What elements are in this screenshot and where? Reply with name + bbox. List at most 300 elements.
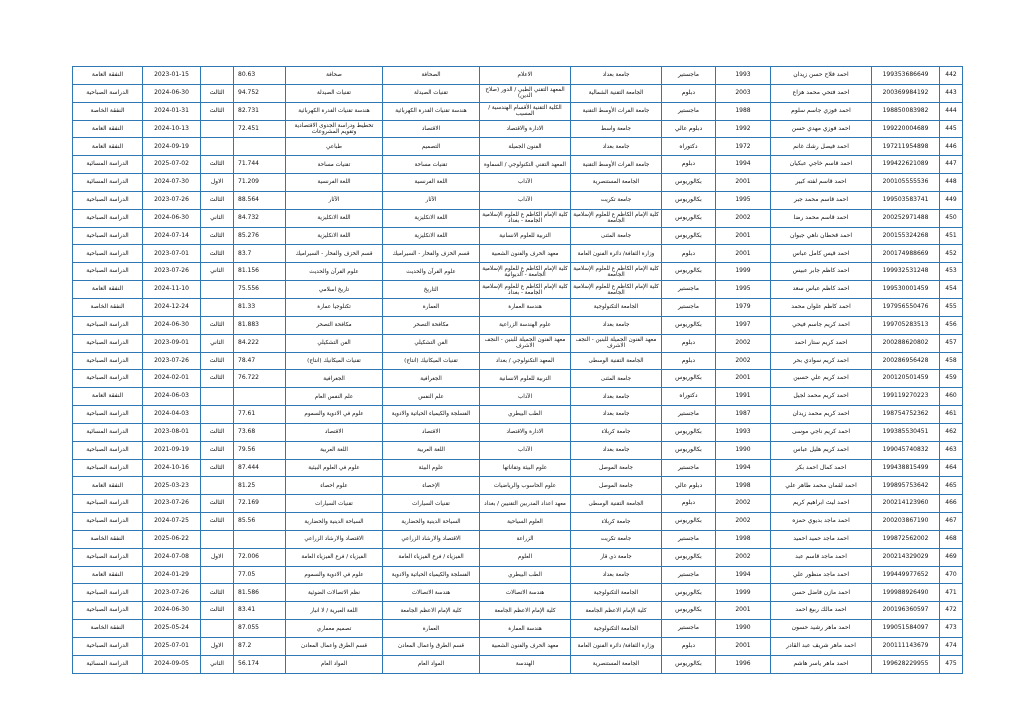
specialization-cell: السياحة الدينية والحضارية — [286, 513, 383, 531]
department-cell: التصميم — [383, 138, 480, 156]
graduation-date-cell: 2024-06-03 — [143, 388, 201, 406]
degree-cell: بكالوريوس — [662, 263, 716, 281]
graduation-date-cell: 2024-10-16 — [143, 459, 201, 477]
specialization-cell: قسم الخزف والفخار - السيراميك — [286, 245, 383, 263]
degree-cell: بكالوريوس — [662, 513, 716, 531]
birth-year-cell: 1999 — [716, 263, 771, 281]
average-cell: 72.169 — [234, 495, 286, 513]
graduation-date-cell: 2023-07-26 — [143, 263, 201, 281]
department-cell: الإحصاء — [383, 477, 480, 495]
specialization-cell: مكافحة التصحر — [286, 316, 383, 334]
degree-cell: بكالوريوس — [662, 602, 716, 620]
round-cell: الثالث — [201, 495, 234, 513]
department-cell: مكافحة التصحر — [383, 316, 480, 334]
specialization-cell: علوم القرآن والحديث — [286, 263, 383, 281]
funding-cell: الدراسة الصباحية — [73, 459, 143, 477]
birth-year-cell: 2002 — [716, 548, 771, 566]
funding-cell: الدراسة الصباحية — [73, 316, 143, 334]
university-cell: كلية الإمام الاعظم الجامعة — [571, 602, 662, 620]
specialization-cell: تقنيات الصيدلة — [286, 84, 383, 102]
degree-cell: دبلوم — [662, 495, 716, 513]
degree-cell: دبلوم — [662, 334, 716, 352]
birth-year-cell: 1990 — [716, 620, 771, 638]
round-cell: الثالث — [201, 245, 234, 263]
university-cell: جامعة بغداد — [571, 388, 662, 406]
specialization-cell: الاقتصاد — [286, 423, 383, 441]
specialization-cell: الجغرافية — [286, 370, 383, 388]
birth-year-cell: 1992 — [716, 120, 771, 138]
birth-year-cell: 1995 — [716, 191, 771, 209]
university-cell: وزارة الثقافة/ دائرة الفنون العامة — [571, 638, 662, 656]
specialization-cell: الاقتصاد والارشاد الزراعي — [286, 530, 383, 548]
department-cell: الجغرافية — [383, 370, 480, 388]
table-row — [73, 84, 963, 102]
specialization-cell: هندسة تقنيات القدرة الكهربائية — [286, 102, 383, 120]
funding-cell: الدراسة الصباحية — [73, 227, 143, 245]
university-cell: كلية الإمام الكاظم ع للعلوم الإسلامية الجامعة — [571, 281, 662, 299]
graduation-date-cell: 2025-03-23 — [143, 477, 201, 495]
department-cell: العمارة — [383, 620, 480, 638]
table-row — [73, 209, 963, 227]
specialization-cell: تقنيات السيارات — [286, 495, 383, 513]
round-cell: الثالث — [201, 370, 234, 388]
name-cell: احمد لقمان محمد طاهر علي — [771, 477, 872, 495]
funding-cell: الدراسة الصباحية — [73, 602, 143, 620]
department-cell: قسم الخزف والفخار - السيراميك — [383, 245, 480, 263]
seq-cell: 450 — [940, 209, 963, 227]
round-cell — [201, 120, 234, 138]
id-number-cell: 200155324268 — [872, 227, 940, 245]
department-cell: الاقتصاد — [383, 423, 480, 441]
degree-cell: بكالوريوس — [662, 227, 716, 245]
round-cell: الثالث — [201, 441, 234, 459]
birth-year-cell: 2002 — [716, 209, 771, 227]
specialization-cell: اللغة الانكليزية — [286, 227, 383, 245]
graduation-date-cell: 2024-10-13 — [143, 120, 201, 138]
average-cell: 56.174 — [234, 655, 286, 673]
university-cell: الجامعة التقنية الوسطى — [571, 352, 662, 370]
seq-cell: 448 — [940, 174, 963, 192]
seq-cell: 446 — [940, 138, 963, 156]
round-cell — [201, 566, 234, 584]
degree-cell: دبلوم عالي — [662, 477, 716, 495]
table-row — [73, 245, 963, 263]
university-cell: جامعة ذي قار — [571, 548, 662, 566]
average-cell — [234, 388, 286, 406]
round-cell — [201, 298, 234, 316]
funding-cell: الدراسة الصباحية — [73, 513, 143, 531]
name-cell: احمد كريم جاسم فيحي — [771, 316, 872, 334]
college-cell: العلوم السياحية — [480, 513, 571, 531]
round-cell: الثالث — [201, 584, 234, 602]
college-cell: كلية الإمام الاعظم الجامعة — [480, 602, 571, 620]
birth-year-cell: 1993 — [716, 423, 771, 441]
seq-cell: 442 — [940, 67, 963, 85]
department-cell: تقنيات مساحة — [383, 156, 480, 174]
department-cell: السياحة الدينية والحضارية — [383, 513, 480, 531]
degree-cell: دبلوم — [662, 84, 716, 102]
funding-cell: النفقة الخاصة — [73, 530, 143, 548]
department-cell: هندسة تقنيات القدرة الكهربائية — [383, 102, 480, 120]
table-row — [73, 334, 963, 352]
round-cell: الاول — [201, 174, 234, 192]
seq-cell: 449 — [940, 191, 963, 209]
seq-cell: 469 — [940, 548, 963, 566]
birth-year-cell: 1997 — [716, 316, 771, 334]
average-cell: 85.56 — [234, 513, 286, 531]
university-cell: الجامعة المستنصرية — [571, 174, 662, 192]
university-cell: الجامعة التكنولوجية — [571, 298, 662, 316]
graduation-date-cell: 2023-07-26 — [143, 584, 201, 602]
round-cell: الثالث — [201, 156, 234, 174]
birth-year-cell: 2001 — [716, 227, 771, 245]
seq-cell: 455 — [940, 298, 963, 316]
department-cell: الفسلجة والكيمياء الحياتية والادوية — [383, 566, 480, 584]
average-cell: 75.556 — [234, 281, 286, 299]
name-cell: احمد فيصل رشك غانم — [771, 138, 872, 156]
round-cell: الثالث — [201, 423, 234, 441]
department-cell: اللغة العربية — [383, 441, 480, 459]
funding-cell: الدراسة الصباحية — [73, 406, 143, 424]
average-cell: 87.2 — [234, 638, 286, 656]
table-row — [73, 102, 963, 120]
graduation-date-cell: 2025-07-02 — [143, 156, 201, 174]
average-cell: 72.451 — [234, 120, 286, 138]
average-cell: 94.752 — [234, 84, 286, 102]
degree-cell: بكالوريوس — [662, 370, 716, 388]
birth-year-cell: 1993 — [716, 67, 771, 85]
specialization-cell: صحافة — [286, 67, 383, 85]
university-cell: جامعة الفرات الأوسط التقنية — [571, 102, 662, 120]
id-number-cell: 200214329029 — [872, 548, 940, 566]
average-cell — [234, 138, 286, 156]
average-cell: 88.564 — [234, 191, 286, 209]
birth-year-cell: 1999 — [716, 584, 771, 602]
specialization-cell: الآثار — [286, 191, 383, 209]
round-cell — [201, 281, 234, 299]
funding-cell: الدراسة الصباحية — [73, 548, 143, 566]
average-cell — [234, 530, 286, 548]
table-row — [73, 406, 963, 424]
funding-cell: الدراسة الصباحية — [73, 441, 143, 459]
table-row — [73, 495, 963, 513]
seq-cell: 472 — [940, 602, 963, 620]
table-row — [73, 477, 963, 495]
table-row — [73, 156, 963, 174]
birth-year-cell: 1994 — [716, 156, 771, 174]
round-cell — [201, 67, 234, 85]
name-cell: احمد ماجد حميد احميد — [771, 530, 872, 548]
funding-cell: الدراسة المسائية — [73, 423, 143, 441]
average-cell: 81.156 — [234, 263, 286, 281]
name-cell: احمد ليث ابراهيم كريم — [771, 495, 872, 513]
average-cell: 71.744 — [234, 156, 286, 174]
department-cell: اللغة الفرنسية — [383, 174, 480, 192]
name-cell: احمد كريم هليل عباس — [771, 441, 872, 459]
id-number-cell: 200120501459 — [872, 370, 940, 388]
university-cell: الجامعة التقنية الوسطى — [571, 495, 662, 513]
specialization-cell: اللغة الانكليزية — [286, 209, 383, 227]
id-number-cell: 200252971488 — [872, 209, 940, 227]
table-row — [73, 263, 963, 281]
round-cell: الثالث — [201, 84, 234, 102]
funding-cell: الدراسة الصباحية — [73, 370, 143, 388]
birth-year-cell: 1972 — [716, 138, 771, 156]
specialization-cell: تاريخ اسلامي — [286, 281, 383, 299]
round-cell — [201, 138, 234, 156]
university-cell: جامعة بغداد — [571, 67, 662, 85]
birth-year-cell: 1996 — [716, 655, 771, 673]
table-row — [73, 67, 963, 85]
average-cell: 76.722 — [234, 370, 286, 388]
department-cell: كلية الإمام الاعظم الجامعة — [383, 602, 480, 620]
specialization-cell: تصميم معماري — [286, 620, 383, 638]
graduation-date-cell: 2023-07-01 — [143, 245, 201, 263]
table-row — [73, 602, 963, 620]
college-cell: هندسة الاتصالات — [480, 584, 571, 602]
id-number-cell: 199932531248 — [872, 263, 940, 281]
college-cell: علوم الهندسة الزراعية — [480, 316, 571, 334]
university-cell: جامعة واسط — [571, 120, 662, 138]
id-number-cell: 199385530451 — [872, 423, 940, 441]
graduation-date-cell: 2023-07-26 — [143, 495, 201, 513]
seq-cell: 464 — [940, 459, 963, 477]
name-cell: احمد كاظم عباس سعد — [771, 281, 872, 299]
id-number-cell: 199220004689 — [872, 120, 940, 138]
average-cell: 79.56 — [234, 441, 286, 459]
department-cell: تقنيات الميكانيك (انتاج) — [383, 352, 480, 370]
graduation-date-cell: 2024-07-25 — [143, 513, 201, 531]
specialization-cell: علم النفس العام — [286, 388, 383, 406]
specialization-cell: الفيزياء / فرع الفيزياء العامة — [286, 548, 383, 566]
table-row — [73, 138, 963, 156]
name-cell: احمد ماجد منظور علي — [771, 566, 872, 584]
name-cell: احمد ماهر رشيد حسون — [771, 620, 872, 638]
seq-cell: 465 — [940, 477, 963, 495]
round-cell: الثاني — [201, 209, 234, 227]
university-cell: جامعة الفرات الأوسط التقنية — [571, 156, 662, 174]
average-cell: 81.25 — [234, 477, 286, 495]
birth-year-cell: 1998 — [716, 477, 771, 495]
round-cell: الثالث — [201, 102, 234, 120]
specialization-cell: اللغة العربية — [286, 441, 383, 459]
university-cell: الجامعة التكنولوجية — [571, 584, 662, 602]
degree-cell: دكتوراه — [662, 388, 716, 406]
round-cell — [201, 477, 234, 495]
college-cell: الادارة والاقتصاد — [480, 120, 571, 138]
department-cell: المواد العام — [383, 655, 480, 673]
name-cell: احمد كريم علي حسين — [771, 370, 872, 388]
department-cell: علوم القرآن والحديث — [383, 263, 480, 281]
round-cell: الاول — [201, 638, 234, 656]
degree-cell: دبلوم — [662, 352, 716, 370]
university-cell: جامعة كربلاء — [571, 423, 662, 441]
id-number-cell: 200105555536 — [872, 174, 940, 192]
university-cell: جامعة بغداد — [571, 441, 662, 459]
specialization-cell: تكنلوجيا عمارة — [286, 298, 383, 316]
name-cell: احمد مازن فاضل حسن — [771, 584, 872, 602]
average-cell: 83.41 — [234, 602, 286, 620]
birth-year-cell: 2001 — [716, 370, 771, 388]
id-number-cell: 199503583741 — [872, 191, 940, 209]
specialization-cell: المواد العام — [286, 655, 383, 673]
university-cell: جامعة كربلاء — [571, 513, 662, 531]
degree-cell: دبلوم عالي — [662, 120, 716, 138]
graduation-date-cell: 2024-01-29 — [143, 566, 201, 584]
college-cell: الطب البيطري — [480, 406, 571, 424]
table-row — [73, 227, 963, 245]
degree-cell: ماجستير — [662, 530, 716, 548]
birth-year-cell: 2001 — [716, 638, 771, 656]
seq-cell: 451 — [940, 227, 963, 245]
department-cell: الاقتصاد — [383, 120, 480, 138]
funding-cell: النفقة العامة — [73, 120, 143, 138]
degree-cell: بكالوريوس — [662, 191, 716, 209]
graduation-date-cell: 2024-02-01 — [143, 370, 201, 388]
seq-cell: 447 — [940, 156, 963, 174]
round-cell — [201, 530, 234, 548]
university-cell: جامعة بغداد — [571, 406, 662, 424]
degree-cell: ماجستير — [662, 67, 716, 85]
degree-cell: دكتوراه — [662, 138, 716, 156]
funding-cell: الدراسة الصباحية — [73, 638, 143, 656]
seq-cell: 475 — [940, 655, 963, 673]
college-cell: الآداب — [480, 191, 571, 209]
round-cell — [201, 406, 234, 424]
records-table-body — [73, 67, 963, 674]
funding-cell: الدراسة الصباحية — [73, 263, 143, 281]
university-cell: الجامعة التقنية الشمالية — [571, 84, 662, 102]
specialization-cell: نظم الاتصالات الضوئية — [286, 584, 383, 602]
table-row — [73, 655, 963, 673]
degree-cell: ماجستير — [662, 620, 716, 638]
seq-cell: 471 — [940, 584, 963, 602]
degree-cell: ماجستير — [662, 281, 716, 299]
id-number-cell: 199988926490 — [872, 584, 940, 602]
average-cell: 71.209 — [234, 174, 286, 192]
name-cell: احمد فوزي جاسم سلوم — [771, 102, 872, 120]
university-cell: الجامعة المستنصرية — [571, 655, 662, 673]
graduation-date-cell: 2024-07-30 — [143, 174, 201, 192]
seq-cell: 474 — [940, 638, 963, 656]
average-cell: 73.68 — [234, 423, 286, 441]
graduation-date-cell: 2025-05-24 — [143, 620, 201, 638]
seq-cell: 445 — [940, 120, 963, 138]
table-row — [73, 370, 963, 388]
funding-cell: النفقة العامة — [73, 67, 143, 85]
average-cell: 84.222 — [234, 334, 286, 352]
department-cell: علوم البيئة — [383, 459, 480, 477]
name-cell: احمد فلاح حسن زيدان — [771, 67, 872, 85]
specialization-cell: اللغة العبرية / لا انبار — [286, 602, 383, 620]
university-cell: جامعة تكريت — [571, 191, 662, 209]
graduation-date-cell: 2025-06-22 — [143, 530, 201, 548]
graduation-date-cell: 2024-07-08 — [143, 548, 201, 566]
round-cell: الثاني — [201, 655, 234, 673]
name-cell: احمد ماجد بديوي حمزه — [771, 513, 872, 531]
average-cell: 83.7 — [234, 245, 286, 263]
funding-cell: الدراسة الصباحية — [73, 584, 143, 602]
birth-year-cell: 2002 — [716, 352, 771, 370]
specialization-cell: اللغة الفرنسية — [286, 174, 383, 192]
department-cell: الفيزياء / فرع الفيزياء العامة — [383, 548, 480, 566]
university-cell: جامعة بغداد — [571, 316, 662, 334]
name-cell: احمد قاسم لفته كبير — [771, 174, 872, 192]
college-cell: المعهد التقني الطبي / الدور (صلاح الدين) — [480, 84, 571, 102]
round-cell: الاول — [201, 548, 234, 566]
id-number-cell: 199530001459 — [872, 281, 940, 299]
graduation-date-cell: 2024-01-31 — [143, 102, 201, 120]
department-cell: اللغة الانكليزية — [383, 209, 480, 227]
round-cell: الثالث — [201, 316, 234, 334]
college-cell: معهد اعداد المدربين التقنيين / بغداد — [480, 495, 571, 513]
table-row — [73, 298, 963, 316]
seq-cell: 461 — [940, 406, 963, 424]
table-row — [73, 316, 963, 334]
id-number-cell: 199045740832 — [872, 441, 940, 459]
average-cell: 87.444 — [234, 459, 286, 477]
funding-cell: الدراسة الصباحية — [73, 352, 143, 370]
graduation-date-cell: 2024-11-10 — [143, 281, 201, 299]
graduation-date-cell: 2024-09-19 — [143, 138, 201, 156]
name-cell: احمد كريم محمد لجيل — [771, 388, 872, 406]
birth-year-cell: 2002 — [716, 334, 771, 352]
birth-year-cell: 1994 — [716, 566, 771, 584]
birth-year-cell: 1987 — [716, 406, 771, 424]
funding-cell: النفقة الخاصة — [73, 620, 143, 638]
birth-year-cell: 1995 — [716, 281, 771, 299]
birth-year-cell: 2002 — [716, 513, 771, 531]
college-cell: هندسة العمارة — [480, 298, 571, 316]
seq-cell: 467 — [940, 513, 963, 531]
round-cell: الثالث — [201, 513, 234, 531]
records-table — [72, 66, 963, 674]
seq-cell: 463 — [940, 441, 963, 459]
table-row — [73, 352, 963, 370]
college-cell: كلية الإمام الكاظم ع للعلوم الإسلامية الجامعة - الديوانية — [480, 263, 571, 281]
name-cell: احمد كاظم علوان محمد — [771, 298, 872, 316]
name-cell: احمد قيس كامل عباس — [771, 245, 872, 263]
specialization-cell: علوم في العلوم البيئية — [286, 459, 383, 477]
department-cell: تقنيات السيارات — [383, 495, 480, 513]
college-cell: المعهد التقني التكنولوجي / السماوة — [480, 156, 571, 174]
funding-cell: النفقة العامة — [73, 138, 143, 156]
graduation-date-cell: 2024-09-05 — [143, 655, 201, 673]
id-number-cell: 199438815499 — [872, 459, 940, 477]
degree-cell: دبلوم — [662, 245, 716, 263]
id-number-cell: 197956550476 — [872, 298, 940, 316]
id-number-cell: 200203867190 — [872, 513, 940, 531]
id-number-cell: 200288620802 — [872, 334, 940, 352]
university-cell: جامعة المثنى — [571, 227, 662, 245]
id-number-cell: 199051584097 — [872, 620, 940, 638]
department-cell: الاقتصاد والارشاد الزراعي — [383, 530, 480, 548]
id-number-cell: 199353686649 — [872, 67, 940, 85]
specialization-cell: تخطيط ودراسة الجدوى الاقتصادية وتقويم المشروعات — [286, 120, 383, 138]
college-cell: علوم البيئة وتقاناتها — [480, 459, 571, 477]
id-number-cell: 199872562002 — [872, 530, 940, 548]
department-cell: الفن التشكيلي — [383, 334, 480, 352]
graduation-date-cell: 2024-07-14 — [143, 227, 201, 245]
graduation-date-cell: 2023-09-01 — [143, 334, 201, 352]
seq-cell: 466 — [940, 495, 963, 513]
college-cell: معهد الحرف والفنون الشعبية — [480, 245, 571, 263]
graduation-date-cell: 2023-07-26 — [143, 191, 201, 209]
specialization-cell: تقنيات مساحة — [286, 156, 383, 174]
seq-cell: 454 — [940, 281, 963, 299]
funding-cell: الدراسة الصباحية — [73, 191, 143, 209]
name-cell: احمد ماهر ياسر هاشم — [771, 655, 872, 673]
